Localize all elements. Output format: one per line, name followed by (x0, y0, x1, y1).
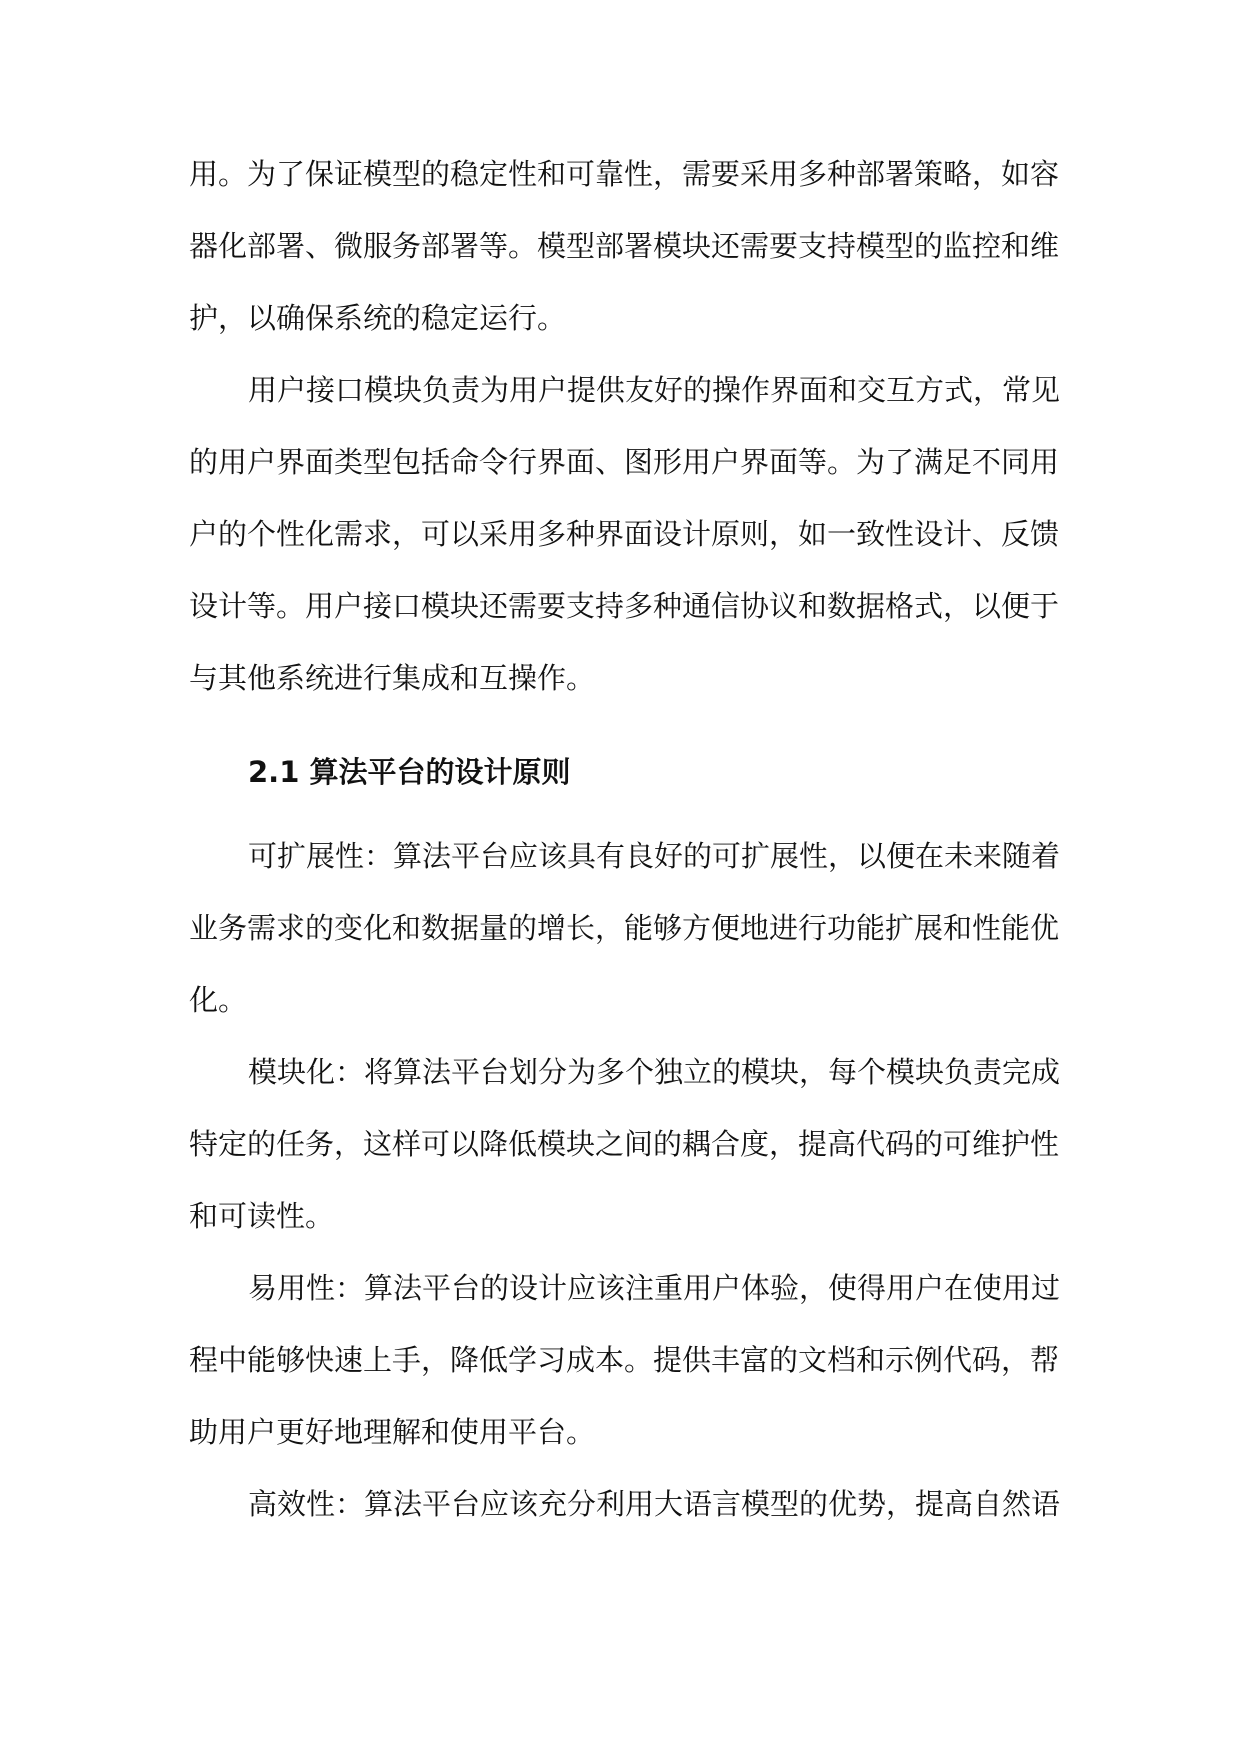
paragraph-line: 和可读性。 (189, 1199, 335, 1233)
paragraph-line: 户的个性化需求，可以采用多种界面设计原则，如一致性设计、反馈 (189, 517, 1060, 551)
paragraph-line: 模块化：将算法平台划分为多个独立的模块，每个模块负责完成 (248, 1055, 1061, 1089)
paragraph-line: 业务需求的变化和数据量的增长，能够方便地进行功能扩展和性能优 (189, 911, 1060, 945)
paragraph-line: 护，以确保系统的稳定运行。 (189, 301, 567, 335)
paragraph-line: 的用户界面类型包括命令行界面、图形用户界面等。为了满足不同用 (189, 445, 1060, 479)
paragraph-line: 设计等。用户接口模块还需要支持多种通信协议和数据格式，以便于 (189, 589, 1060, 623)
paragraph-line: 与其他系统进行集成和互操作。 (189, 661, 596, 695)
paragraph-line: 器化部署、微服务部署等。模型部署模块还需要支持模型的监控和维 (189, 229, 1060, 263)
section-heading: 2.1 算法平台的设计原则 (248, 755, 571, 789)
paragraph-line: 易用性：算法平台的设计应该注重用户体验，使得用户在使用过 (248, 1271, 1061, 1305)
paragraph-line: 用。为了保证模型的稳定性和可靠性，需要采用多种部署策略，如容 (189, 157, 1060, 191)
paragraph-line: 特定的任务，这样可以降低模块之间的耦合度，提高代码的可维护性 (189, 1127, 1060, 1161)
paragraph-line: 程中能够快速上手，降低学习成本。提供丰富的文档和示例代码，帮 (189, 1343, 1060, 1377)
paragraph-line: 用户接口模块负责为用户提供友好的操作界面和交互方式，常见 (248, 373, 1061, 407)
paragraph-line: 高效性：算法平台应该充分利用大语言模型的优势，提高自然语 (248, 1487, 1061, 1521)
paragraph-line: 化。 (189, 983, 248, 1017)
paragraph-line: 可扩展性：算法平台应该具有良好的可扩展性，以便在未来随着 (248, 839, 1061, 873)
paragraph-line: 助用户更好地理解和使用平台。 (189, 1415, 596, 1449)
